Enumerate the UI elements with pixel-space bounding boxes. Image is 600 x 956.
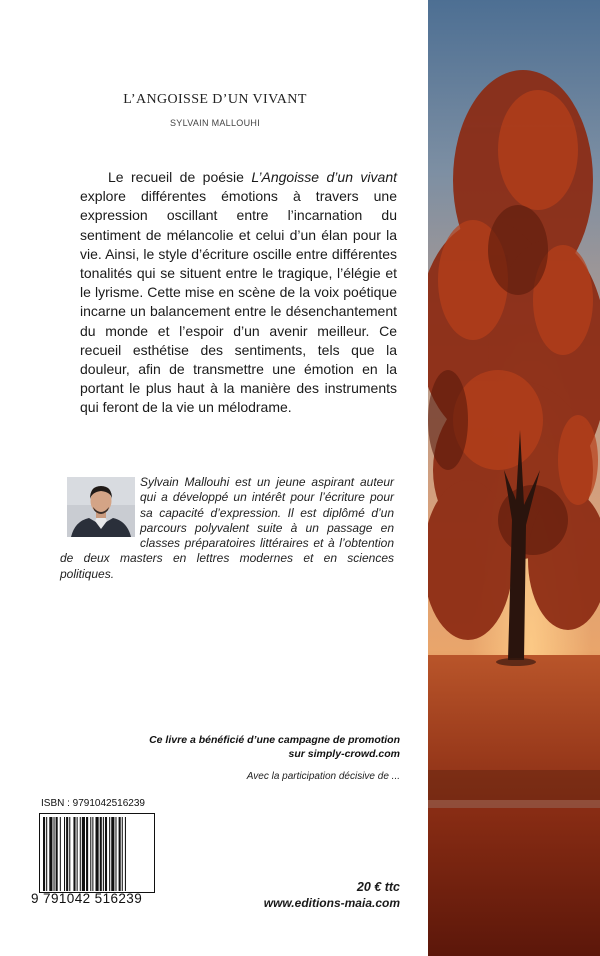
barcode-bar: [119, 817, 121, 891]
blurb-text-rest: explore différentes émotions à travers une expression oscillant entre l’incarnation du sentiment de mélancolie et celui d’un élan pour la vie. Ainsi, le style d’écriture oscille entre différentes tonalités qui se situent entre le tragique, l’élégie et le lyrisme. Cette mise en scène de la voix poétique incarne un balancement entre le désenchantement du monde et l’espoir d’un avenir meilleur. Ce recueil esthétise des sentiments, tels que la douleur, afin de transmettre une émotion en la portant le plus haut à la manière des instruments qui feront de la vie un mélodrame.: [80, 188, 397, 416]
promotion-line-1: Ce livre a bénéficié d’une campagne de promotion: [149, 734, 400, 746]
barcode-bar: [56, 817, 58, 891]
barcode-bar: [100, 817, 102, 891]
barcode-bar: [90, 817, 91, 891]
barcode-bar: [73, 817, 75, 891]
publisher-website: www.editions-maia.com: [263, 896, 400, 910]
barcode-bar: [115, 817, 116, 891]
participation-notice: Avec la participation décisive de ...: [246, 771, 400, 782]
barcode-bar: [109, 817, 110, 891]
barcode-bar: [43, 817, 45, 891]
author-bio-text: Sylvain Mallouhi est un jeune aspirant auteur qui a développé un intérêt pour l’écriture pour sa capacité d’expression. Il est diplômé d’un parcours polyvalent suite à un passage en classes préparatoires littéraires et à l’obtention de deux masters en lettres modernes et en sciences politiques.: [60, 475, 394, 581]
isbn-label: ISBN : 9791042516239: [41, 798, 145, 809]
barcode-bar: [66, 817, 68, 891]
barcode: [39, 813, 155, 893]
barcode-bar: [105, 817, 107, 891]
blurb-book-title: L’Angoisse d’un vivant: [251, 169, 397, 185]
blurb-paragraph: [80, 168, 397, 418]
barcode-bar: [111, 817, 114, 891]
barcode-bars: [43, 817, 151, 891]
barcode-bar: [122, 817, 123, 891]
barcode-bar: [60, 817, 61, 891]
barcode-bar: [82, 817, 85, 891]
author-photo: [67, 477, 135, 537]
book-title: L’ANGOISSE D’UN VIVANT: [123, 92, 307, 107]
barcode-bar: [49, 817, 52, 891]
cover-photo-autumn-tree: [428, 0, 600, 956]
barcode-bar: [86, 817, 88, 891]
barcode-bar: [64, 817, 65, 891]
barcode-bar: [80, 817, 81, 891]
barcode-bar: [69, 817, 70, 891]
barcode-bar: [103, 817, 104, 891]
promotion-line-2: sur simply-crowd.com: [288, 747, 400, 760]
price: 20 € ttc: [356, 880, 400, 894]
blurb-text-start: Le recueil de poésie: [108, 169, 252, 185]
barcode-digits: 9 791042 516239: [31, 891, 143, 906]
barcode-bar: [77, 817, 78, 891]
barcode-bar: [92, 817, 93, 891]
barcode-bar: [46, 817, 47, 891]
barcode-bar: [125, 817, 126, 891]
promotion-notice: [60, 734, 400, 761]
author-name: SYLVAIN MALLOUHI: [170, 118, 260, 128]
barcode-bar: [96, 817, 99, 891]
barcode-bar: [54, 817, 55, 891]
